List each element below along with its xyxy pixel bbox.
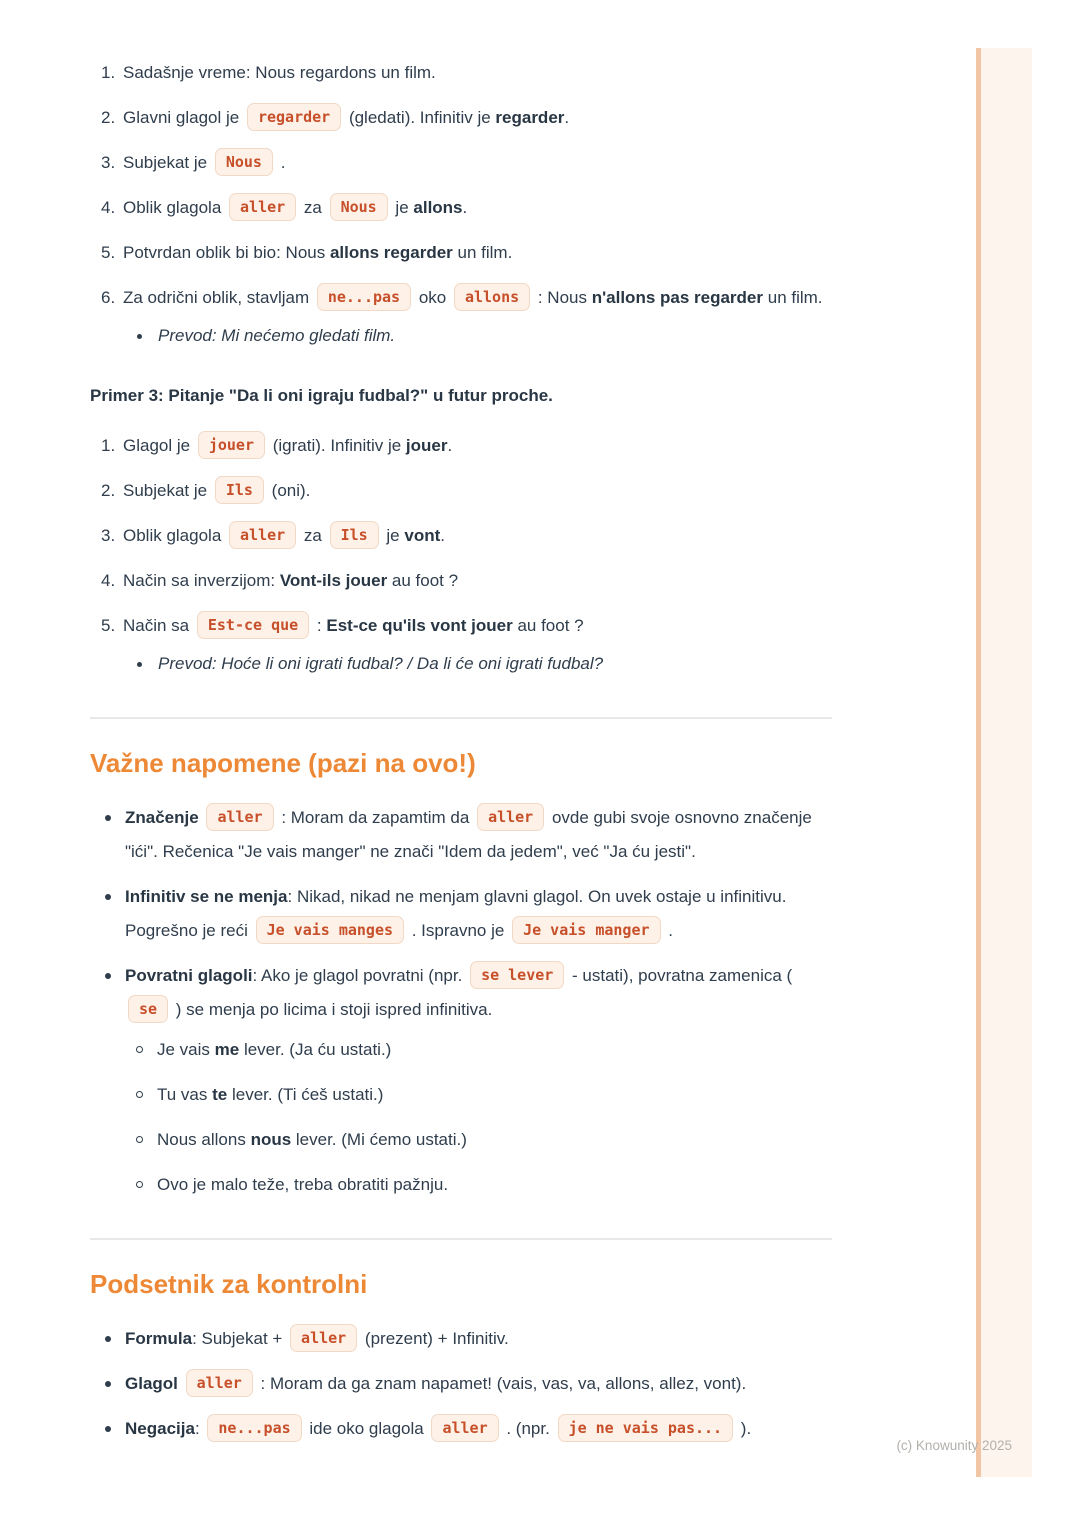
step-item [90, 609, 832, 681]
bold-run: te [212, 1085, 228, 1104]
example-item [125, 1033, 832, 1067]
reminder-item [90, 1367, 832, 1401]
step-text [123, 571, 458, 590]
text-run: Nous allons [157, 1130, 251, 1149]
section-divider [90, 717, 832, 719]
translation-item [123, 319, 832, 353]
step-item [90, 191, 832, 225]
code-token: Est-ce que [197, 611, 309, 639]
section-divider [90, 1238, 832, 1240]
code-token: ne...pas [207, 1414, 301, 1442]
text-run: je [381, 526, 405, 545]
translation-text [158, 654, 603, 673]
text-run: . [564, 108, 570, 127]
bold-run: Primer 3: Pitanje "Da li oni igraju fudbal?" u futur proche. [90, 386, 553, 405]
code-token: allons [454, 283, 530, 311]
bold-run: Povratni glagoli [125, 966, 253, 985]
text-run: Oblik glagola [123, 526, 227, 545]
code-token: aller [290, 1324, 357, 1352]
note-text [125, 808, 812, 861]
text-run: Način sa inverzijom: [123, 571, 280, 590]
text-run: au foot ? [512, 616, 584, 635]
notes-list [90, 801, 832, 1202]
example-text [157, 1085, 383, 1104]
bold-run: me [214, 1040, 240, 1059]
example-text [157, 1040, 391, 1059]
bold-run: Značenje [125, 808, 199, 827]
example2-steps-list [90, 56, 832, 353]
text-run: un film. [452, 243, 513, 262]
example-item [125, 1078, 832, 1112]
bold-run: Glagol [125, 1374, 178, 1393]
text-run: : [312, 616, 327, 635]
text-run: : Nikad, nikad ne menjam glavni glagol. On uvek ostaje u infinitivu. Pogrešno je reći [125, 887, 787, 940]
translation-item [123, 647, 832, 681]
note-text [125, 887, 786, 940]
reflexive-examples-list [125, 1033, 832, 1202]
bold-run: Vont-ils jouer [279, 571, 388, 590]
reminder-text [125, 1374, 746, 1393]
text-run: lever. (Ja ću ustati.) [239, 1040, 392, 1059]
code-token: se [128, 995, 168, 1023]
step-item [90, 56, 832, 90]
text-run: ovde gubi svoje osnovno značenje "ići". Rečenica "Je vais manger" ne znači "Idem da jedem", već "Ja ću jesti". [125, 808, 812, 861]
code-token: regarder [247, 103, 341, 131]
bold-run: jouer [405, 436, 448, 455]
note-item [90, 959, 832, 1202]
step-text [123, 526, 445, 545]
text-run: . [447, 436, 453, 455]
step-item [90, 429, 832, 463]
step-item [90, 236, 832, 270]
text-run: lever. (Ti ćeš ustati.) [227, 1085, 384, 1104]
text-run: Ovo je malo teže, treba obratiti pažnju. [157, 1175, 449, 1194]
code-token: Ils [215, 476, 264, 504]
bold-run: Est-ce qu'ils vont jouer [326, 616, 513, 635]
text-run: un film. [763, 288, 823, 307]
bold-run: allons [413, 198, 463, 217]
bold-run: Infinitiv se ne menja [125, 887, 288, 906]
text-run: Glagol je [123, 436, 195, 455]
bold-run: nous [250, 1130, 292, 1149]
example3-steps-list [90, 429, 832, 681]
reminder-text [125, 1419, 751, 1438]
text-run: : Moram da ga znam napamet! (vais, vas, va, allons, allez, vont). [255, 1374, 747, 1393]
text-run: . (npr. [501, 1419, 555, 1438]
text-run: Način sa [123, 616, 194, 635]
code-token: je ne vais pas... [558, 1414, 734, 1442]
code-token: Nous [330, 193, 388, 221]
step-item [90, 146, 832, 180]
text-run: Za odrični oblik, stavljam [123, 288, 314, 307]
bold-run: n'allons pas regarder [591, 288, 764, 307]
text-run: . [440, 526, 445, 545]
step-item [90, 101, 832, 135]
text-run: . [275, 153, 286, 172]
step-text [123, 436, 452, 455]
step-text [123, 288, 823, 307]
note-text [125, 966, 792, 1019]
text-run [178, 1374, 183, 1393]
reminder-text [125, 1329, 509, 1348]
code-token: Ils [330, 521, 379, 549]
text-run: : Subjekat + [192, 1329, 288, 1348]
text-run: (igrati). Infinitiv je [267, 436, 406, 455]
code-token: aller [477, 803, 544, 831]
text-run: : Nous [533, 288, 592, 307]
text-run: za [299, 198, 327, 217]
text-run: (oni). [266, 481, 311, 500]
reminder-item [90, 1412, 832, 1446]
text-run: ). [736, 1419, 752, 1438]
text-run: au foot ? [387, 571, 459, 590]
code-token: Je vais manger [512, 916, 660, 944]
step-text [123, 243, 512, 262]
text-run: ) se menja po licima i stoji ispred infinitiva. [171, 1000, 493, 1019]
code-token: aller [206, 803, 273, 831]
code-token: se lever [470, 961, 564, 989]
reminder-list [90, 1322, 832, 1446]
page-content [90, 40, 832, 1457]
text-run: oko [414, 288, 451, 307]
text-run: Tu vas [157, 1085, 213, 1104]
text-run: ide oko glagola [304, 1419, 429, 1438]
text-run: Subjekat je [123, 481, 212, 500]
italic-run: Prevod: Hoće li oni igrati fudbal? / Da li će oni igrati fudbal? [158, 654, 604, 673]
step-item [90, 519, 832, 553]
note-item [90, 801, 832, 869]
text-run: : Moram da zapamtim da [276, 808, 475, 827]
text-run: Oblik glagola [123, 198, 227, 217]
step-item [90, 474, 832, 508]
step-item [90, 281, 832, 353]
text-run: . [462, 198, 468, 217]
text-run: Subjekat je [123, 153, 212, 172]
step-text [123, 616, 584, 635]
primer3-heading [90, 379, 832, 413]
page-edge-strip [976, 48, 1032, 1477]
code-token: jouer [198, 431, 265, 459]
example-item [125, 1168, 832, 1202]
text-run: . [663, 921, 673, 940]
italic-run: Prevod: Mi nećemo gledati film. [158, 326, 396, 345]
reminder-heading: Podsetnik za kontrolni [90, 1269, 368, 1299]
example-item [125, 1123, 832, 1157]
reminder-item [90, 1322, 832, 1356]
code-token: aller [229, 521, 296, 549]
translation-text [158, 326, 395, 345]
code-token: aller [229, 193, 296, 221]
translation-sublist [123, 647, 832, 681]
code-token: ne...pas [317, 283, 411, 311]
text-run: Sadašnje vreme: Nous regardons un film. [123, 63, 436, 82]
text-run: je [390, 198, 414, 217]
step-text [123, 108, 569, 127]
footer-credit: (c) Knowunity 2025 [896, 1438, 1012, 1453]
note-item [90, 880, 832, 948]
step-text [123, 153, 285, 172]
example-text [157, 1175, 448, 1194]
text-run: : Ako je glagol povratni (npr. [252, 966, 468, 985]
text-run: lever. (Mi ćemo ustati.) [291, 1130, 467, 1149]
text-run: - ustati), povratna zamenica ( [567, 966, 793, 985]
text-run: (gledati). Infinitiv je [344, 108, 496, 127]
text-run: . Ispravno je [407, 921, 510, 940]
text-run: Potvrdan oblik bi bio: Nous [123, 243, 330, 262]
text-run: Glavni glagol je [123, 108, 244, 127]
text-run: (prezent) + Infinitiv. [360, 1329, 509, 1348]
text-run: za [299, 526, 327, 545]
primer3-heading-text [90, 386, 553, 405]
bold-run: Formula [125, 1329, 193, 1348]
step-text [123, 481, 310, 500]
example-text [157, 1130, 467, 1149]
text-run: Je vais [157, 1040, 215, 1059]
code-token: aller [431, 1414, 498, 1442]
bold-run: allons regarder [329, 243, 453, 262]
code-token: Je vais manges [256, 916, 404, 944]
code-token: aller [186, 1369, 253, 1397]
step-text [123, 63, 436, 82]
step-item [90, 564, 832, 598]
text-run [199, 808, 204, 827]
text-run: : [194, 1419, 205, 1438]
bold-run: vont [404, 526, 441, 545]
notes-heading: Važne napomene (pazi na ovo!) [90, 748, 476, 778]
bold-run: regarder [495, 108, 565, 127]
step-text [123, 198, 467, 217]
code-token: Nous [215, 148, 273, 176]
translation-sublist [123, 319, 832, 353]
bold-run: Negacija [125, 1419, 195, 1438]
